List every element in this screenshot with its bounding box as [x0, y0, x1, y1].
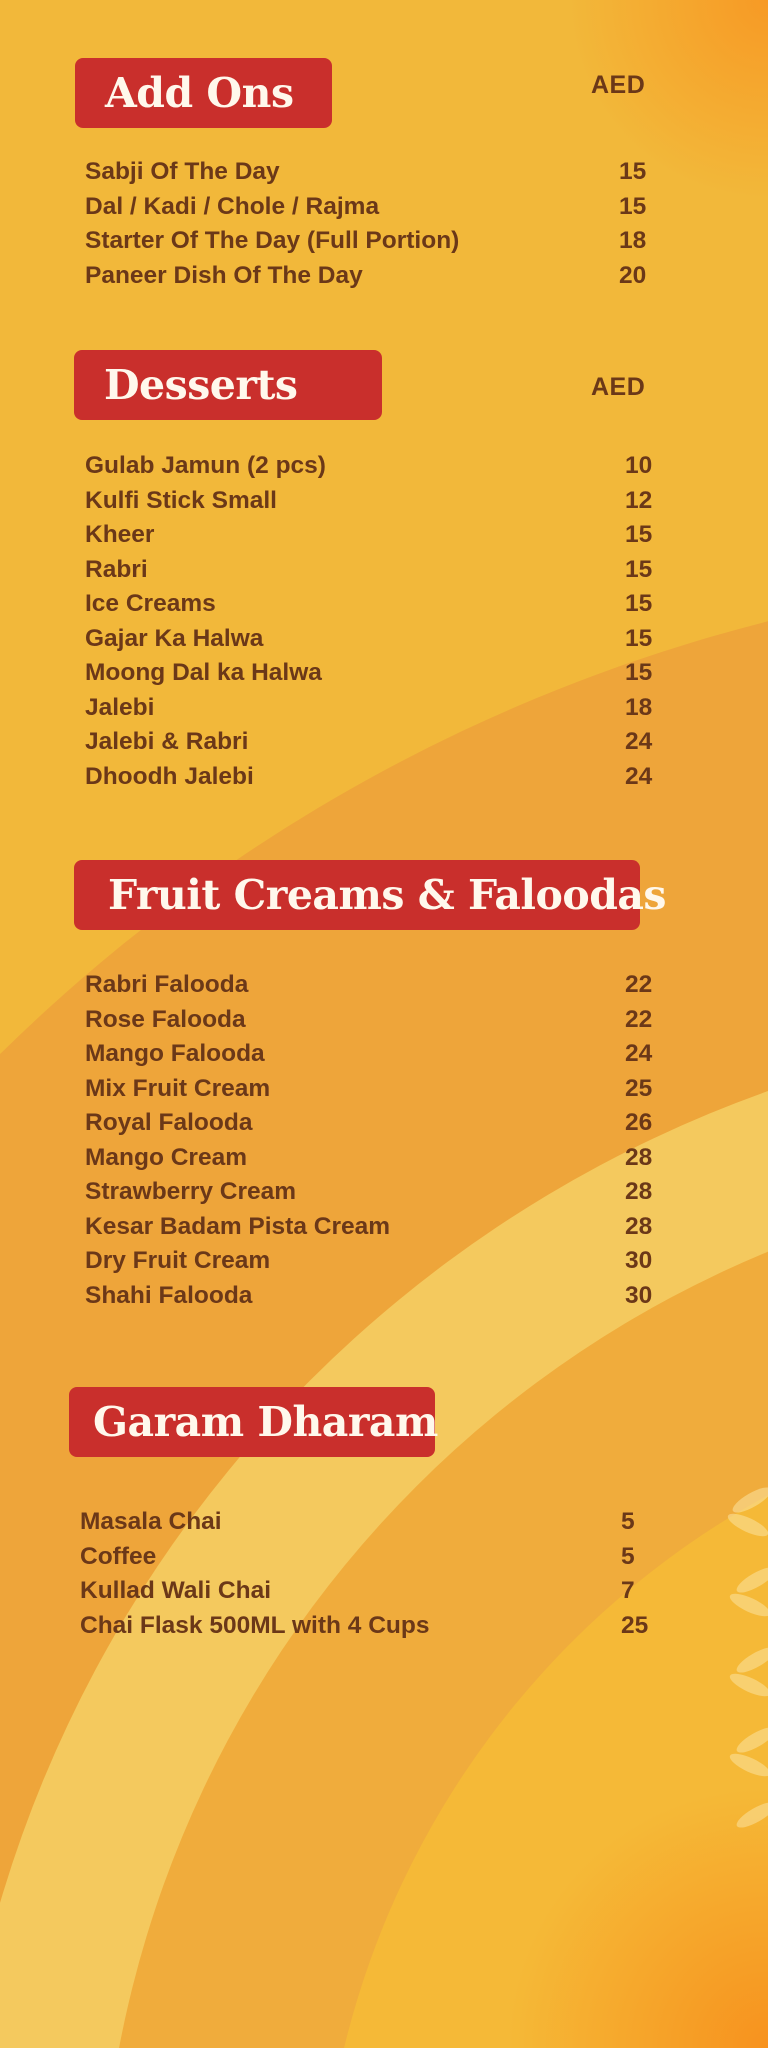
item-name: Jalebi — [85, 693, 155, 721]
section-title-banner: Desserts — [74, 350, 382, 420]
menu-item-list — [80, 1505, 680, 1643]
item-price: 10 — [625, 452, 653, 479]
item-price: 30 — [625, 1281, 653, 1309]
item-name: Royal Falooda — [85, 1109, 253, 1136]
menu-item — [85, 968, 685, 1003]
menu-item — [85, 224, 685, 259]
menu-item — [80, 1574, 680, 1609]
item-name: Coffee — [80, 1542, 157, 1570]
item-price: 15 — [625, 521, 653, 548]
menu-item — [85, 155, 685, 190]
item-name: Starter Of The Day (Full Portion) — [85, 227, 460, 254]
menu-item — [85, 484, 685, 519]
item-price: 25 — [621, 1611, 649, 1639]
menu-item — [85, 553, 685, 588]
menu-item — [85, 1106, 685, 1141]
menu-item-list — [85, 449, 685, 794]
item-price: 26 — [625, 1109, 653, 1136]
menu-item — [85, 760, 685, 795]
item-price: 18 — [619, 227, 647, 254]
currency-label: AED — [591, 373, 646, 401]
item-name: Mango Falooda — [85, 1040, 265, 1067]
item-price: 15 — [619, 158, 647, 185]
menu-item — [85, 622, 685, 657]
menu-item — [85, 1279, 685, 1314]
menu-item — [80, 1609, 680, 1644]
menu-item — [85, 1003, 685, 1038]
menu-item — [85, 259, 685, 294]
section-title-banner: Fruit Creams & Faloodas — [74, 860, 640, 930]
item-name: Paneer Dish Of The Day — [85, 261, 363, 289]
menu-item — [80, 1540, 680, 1575]
item-price: 20 — [619, 261, 647, 289]
menu-item — [85, 518, 685, 553]
item-price: 7 — [621, 1577, 635, 1604]
item-name: Kullad Wali Chai — [80, 1577, 272, 1604]
menu-item — [85, 1175, 685, 1210]
item-price: 5 — [621, 1542, 635, 1570]
item-name: Sabji Of The Day — [85, 158, 280, 185]
item-price: 24 — [625, 1040, 653, 1067]
item-name: Kesar Badam Pista Cream — [85, 1212, 391, 1240]
item-price: 15 — [625, 624, 653, 652]
menu-item — [85, 190, 685, 225]
item-price: 28 — [625, 1178, 653, 1205]
item-name: Dry Fruit Cream — [85, 1247, 271, 1274]
item-name: Rabri Falooda — [85, 971, 249, 998]
menu-item — [85, 725, 685, 760]
item-price: 18 — [625, 693, 653, 721]
item-price: 30 — [625, 1247, 653, 1274]
item-price: 28 — [625, 1143, 653, 1171]
item-price: 25 — [625, 1074, 653, 1102]
item-name: Rose Falooda — [85, 1005, 246, 1033]
item-name: Moong Dal ka Halwa — [85, 659, 322, 686]
item-name: Mix Fruit Cream — [85, 1074, 271, 1102]
item-price: 15 — [625, 555, 653, 583]
item-name: Strawberry Cream — [85, 1178, 297, 1205]
menu-item — [85, 587, 685, 622]
section-title-banner: Add Ons — [75, 58, 332, 128]
item-name: Rabri — [85, 555, 148, 583]
menu-item — [85, 1210, 685, 1245]
item-name: Dhoodh Jalebi — [85, 762, 254, 790]
item-price: 28 — [625, 1212, 653, 1240]
menu-item — [85, 449, 685, 484]
item-name: Shahi Falooda — [85, 1281, 253, 1309]
menu-item — [85, 1072, 685, 1107]
item-price: 12 — [625, 486, 653, 514]
menu-item — [85, 1244, 685, 1279]
menu-item — [85, 1141, 685, 1176]
item-name: Jalebi & Rabri — [85, 728, 249, 755]
item-name: Mango Cream — [85, 1143, 248, 1171]
item-name: Gajar Ka Halwa — [85, 624, 264, 652]
item-price: 5 — [621, 1508, 635, 1535]
item-name: Kulfi Stick Small — [85, 486, 277, 514]
item-price: 24 — [625, 728, 653, 755]
menu-item-list — [85, 155, 685, 293]
item-price: 15 — [625, 659, 653, 686]
item-name: Masala Chai — [80, 1508, 222, 1535]
menu-item — [85, 691, 685, 726]
menu-item-list — [85, 968, 685, 1313]
item-price: 15 — [619, 192, 647, 220]
menu-item — [85, 656, 685, 691]
section-title-banner: Garam Dharam — [69, 1387, 435, 1457]
item-name: Dal / Kadi / Chole / Rajma — [85, 192, 380, 220]
menu-item — [85, 1037, 685, 1072]
item-price: 22 — [625, 971, 653, 998]
menu-item — [80, 1505, 680, 1540]
item-price: 22 — [625, 1005, 653, 1033]
item-price: 24 — [625, 762, 653, 790]
item-name: Gulab Jamun (2 pcs) — [85, 452, 326, 479]
item-price: 15 — [625, 590, 653, 617]
item-name: Ice Creams — [85, 590, 216, 617]
item-name: Kheer — [85, 521, 155, 548]
currency-label: AED — [591, 71, 646, 99]
item-name: Chai Flask 500ML with 4 Cups — [80, 1611, 430, 1639]
